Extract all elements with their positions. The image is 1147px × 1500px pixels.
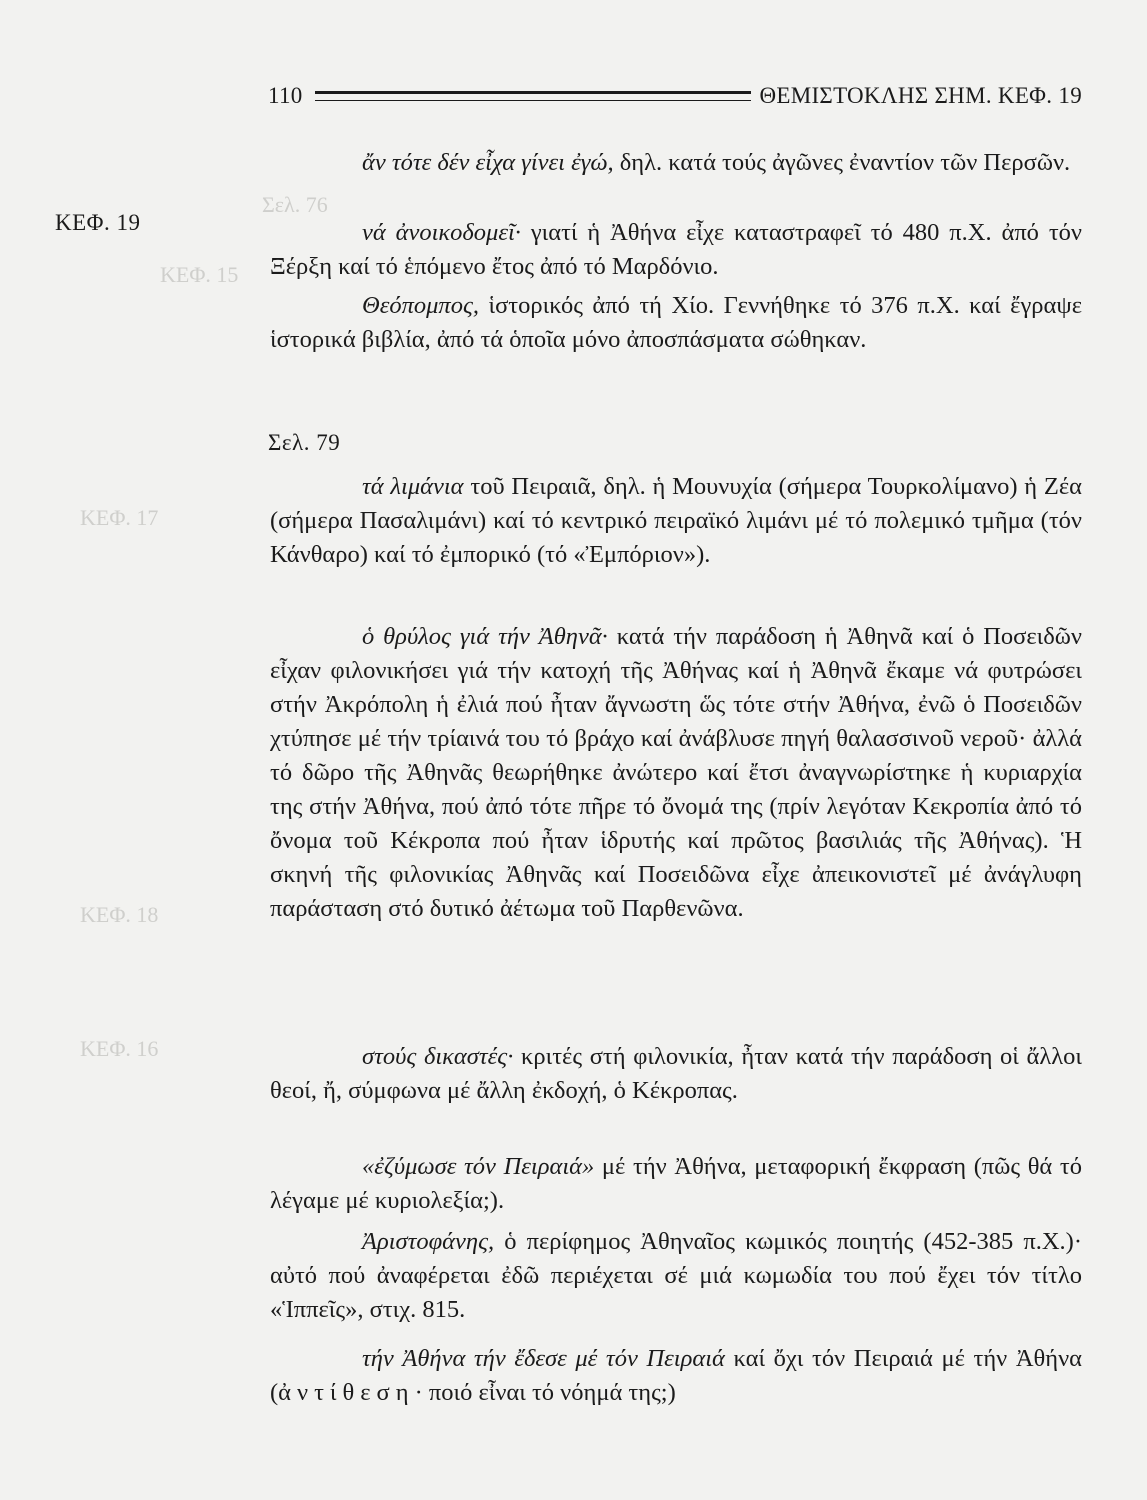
note-paragraph: [270, 620, 1082, 926]
note-lemma: τήν Ἀθήνα τήν ἔδεσε μέ τόν Πειραιά: [362, 1345, 725, 1372]
note-paragraph: [270, 1040, 1082, 1108]
note-paragraph: [270, 216, 1082, 284]
note-text: ὁ περίφημος Ἀθηναῖος κωμικός ποιητής (452-385 π.Χ.)· αὐτό πού ἀναφέρεται ἐδῶ περιέχεται σέ μιά κωμωδία του πού ἔχει τόν τίτλο «Ἱππεῖς», στιχ. 815.: [270, 1228, 1082, 1323]
note-text: δηλ. κατά τούς ἀγῶνες ἐναντίον τῶν Περσῶν.: [613, 149, 1071, 176]
note-text: καί ὄχι τόν Πειραιά μέ τήν Ἀθήνα (: [270, 1345, 1083, 1406]
note-paragraph: [270, 146, 1082, 180]
note-text: κατά τήν παράδοση ἡ Ἀθηνᾶ καί ὁ Ποσειδῶν εἶχαν φιλονικήσει γιά τήν κατοχή τῆς Ἀθήνας καί ἡ Ἀθηνᾶ ἔκαμε νά φυτρώσει στήν Ἀκρόπολη ἡ ἐλιά πού ἦταν ἄγνωστη ὥς τότε στήν Ἀθήνα, ἐνῶ ὁ Ποσειδῶν χτύπησε μέ τήν τρίαινά του τό βράχο καί ἀνάβλυσε πηγή θαλασσινοῦ νεροῦ· ἀλλά τό δῶρο τῆς Ἀθηνᾶς θεωρήθηκε ἀνώτερο καί ἔτσι ἀναγνωρίστηκε ἡ κυριαρχία της στήν Ἀθήνα, πού ἀπό τότε πῆρε τό ὄνομά της (πρίν λεγόταν Κεκροπία ἀπό τό ὄνομα τοῦ Κέκροπα πού ἦταν ἱδρυτής καί πρῶτος βασιλιάς τῆς Ἀθήνας). Ἡ σκηνή τῆς φιλονικίας Ἀθηνᾶς καί Ποσειδῶνα εἶχε ἀπεικονιστεῖ μέ ἀνάγλυφη παράσταση στό δυτικό ἀέτωμα τοῦ Παρθενῶνα.: [270, 623, 1082, 922]
page-number: 110: [268, 83, 303, 108]
show-through-text: Σελ. 76: [262, 192, 328, 217]
note-spaced-term: ἀντίθεση: [278, 1379, 415, 1406]
running-header: [268, 78, 1082, 114]
note-lemma: Ἀριστοφάνης,: [362, 1228, 495, 1255]
note-lemma: Θεόπομπος,: [362, 292, 480, 319]
note-lemma: στούς δικαστές·: [362, 1043, 514, 1070]
note-paragraph: [270, 1150, 1082, 1218]
note-lemma: ἄν τότε δέν εἶχα γίνει ἐγώ,: [362, 149, 614, 176]
show-through-text: ΚΕΦ. 17: [80, 505, 159, 530]
note-paragraph: [270, 1342, 1082, 1410]
note-lemma: «ἐζύμωσε τόν Πειραιά»: [362, 1153, 595, 1180]
running-head-title: ΘΕΜΙΣΤΟΚΛΗΣ ΣΗΜ. ΚΕΦ. 19: [759, 83, 1082, 108]
show-through-text: ΚΕΦ. 15: [160, 262, 239, 287]
note-text: κριτές στή φιλονικία, ἦταν κατά τήν παράδοση οἱ ἄλλοι θεοί, ἤ, σύμφωνα μέ ἄλλη ἐκδοχή, ὁ Κέκροπας.: [270, 1043, 1082, 1104]
note-lemma: τά λιμάνια: [362, 473, 464, 500]
note-lemma: ὁ θρύλος γιά τήν Ἀθηνᾶ·: [362, 623, 608, 650]
header-rule: [315, 91, 752, 101]
show-through-text: ΚΕΦ. 18: [80, 902, 159, 927]
margin-chapter-label: ΚΕΦ. 19: [55, 210, 141, 235]
note-text-tail: · ποιό εἶναι τό νόημά της;): [414, 1379, 676, 1406]
note-paragraph: [270, 470, 1082, 572]
note-text: ἱστορικός ἀπό τή Χίο. Γεννήθηκε τό 376 π.Χ. καί ἔγραψε ἱστορικά βιβλία, ἀπό τά ὁποῖα μόνο ἀποσπάσματα σώθηκαν.: [270, 292, 1082, 353]
show-through-text: ΚΕΦ. 16: [80, 1036, 159, 1061]
margin-page-ref: Σελ. 79: [268, 430, 341, 455]
note-paragraph: [270, 289, 1082, 357]
note-text: γιατί ἡ Ἀθήνα εἶχε καταστραφεῖ τό 480 π.Χ. ἀπό τόν Ξέρξη καί τό ἑπόμενο ἔτος ἀπό τό Μαρδόνιο.: [270, 219, 1082, 280]
note-text: τοῦ Πειραιᾶ, δηλ. ἡ Μουνυχία (σήμερα Τουρκολίμανο) ἡ Ζέα (σήμερα Πασαλιμάνι) καί τό κεντρικό πειραϊκό λιμάνι μέ τό πολεμικό τμῆμα (τόν Κάνθαρο) καί τό ἐμπορικό (τό «Ἐμπόριον»).: [270, 473, 1082, 568]
note-paragraph: [270, 1225, 1082, 1327]
note-text: μέ τήν Ἀθήνα, μεταφορική ἔκφραση (πῶς θά τό λέγαμε μέ κυριολεξία;).: [270, 1153, 1083, 1214]
note-lemma: νά ἀνοικοδομεῖ·: [362, 219, 521, 246]
